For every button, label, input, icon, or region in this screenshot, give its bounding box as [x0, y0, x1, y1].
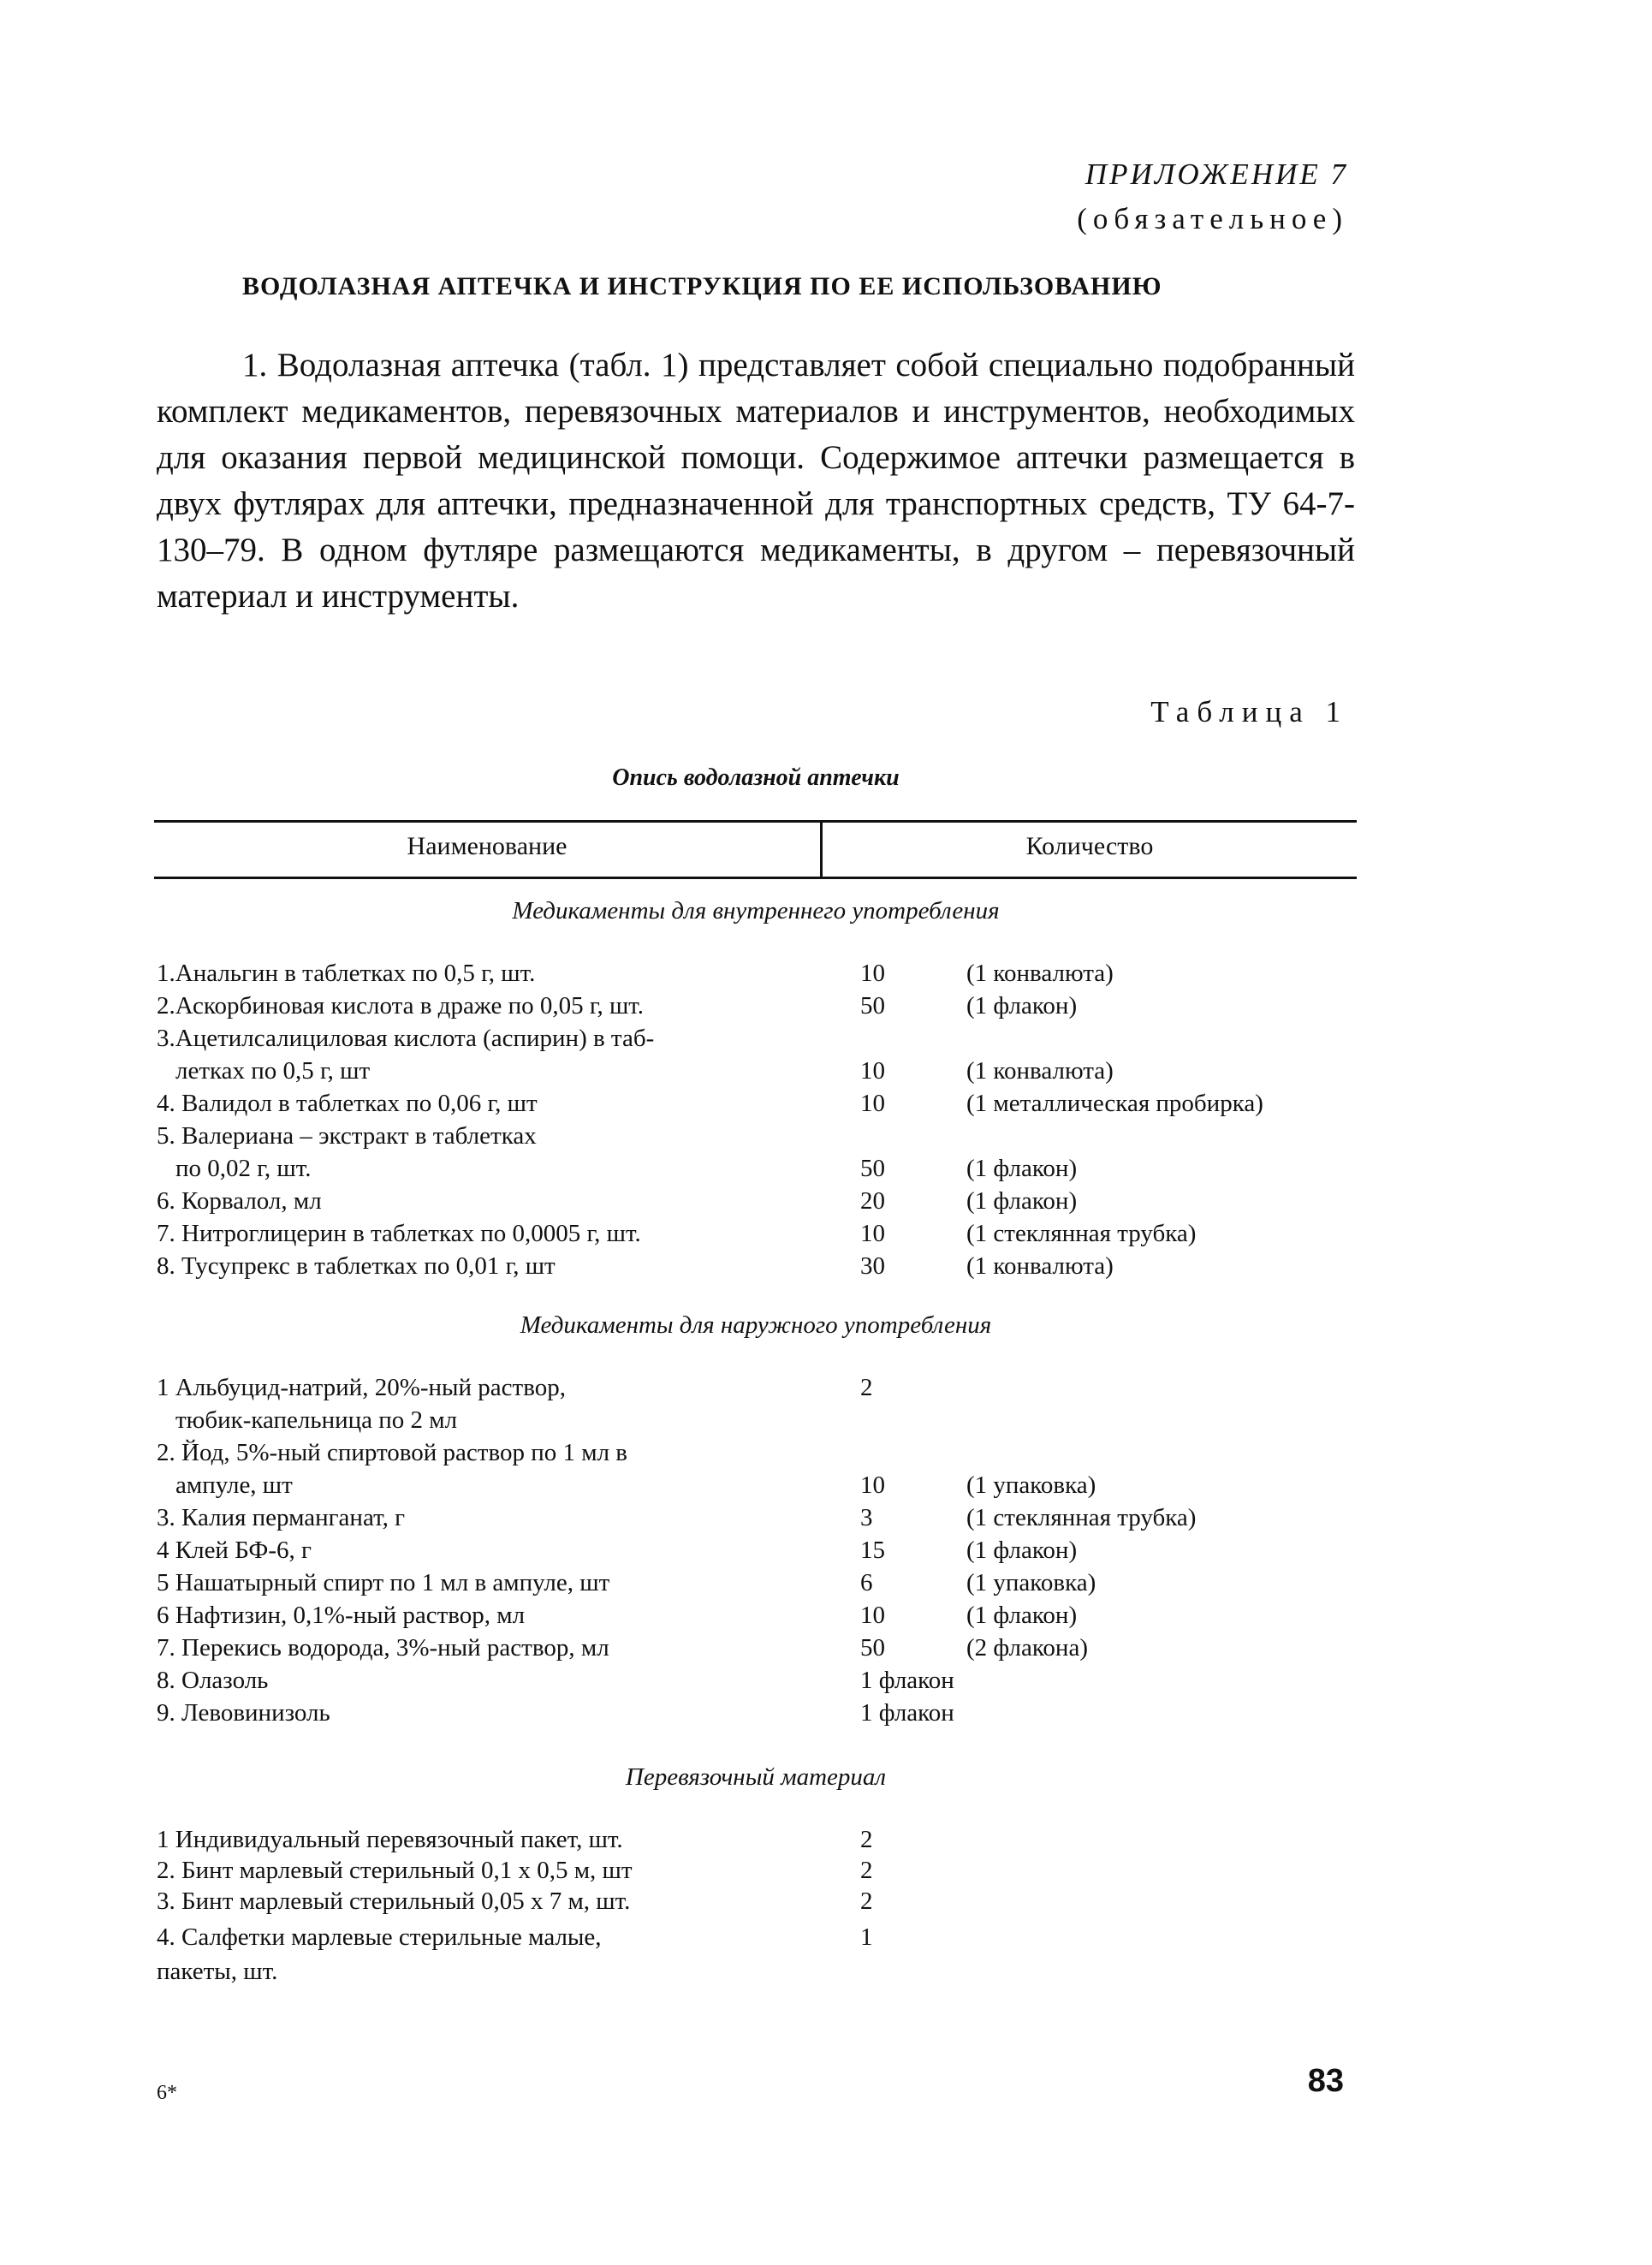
item-name: 5 Нашатырный спирт по 1 мл в ампуле, шт	[157, 1569, 610, 1596]
item-name: 5. Валериана – экстракт в таблетках	[157, 1122, 537, 1150]
item-name: 4. Валидол в таблетках по 0,06 г, шт	[157, 1090, 538, 1117]
item-package: (1 конвалюта)	[966, 960, 1114, 987]
item-package: (1 упаковка)	[966, 1569, 1096, 1596]
table-row	[157, 1599, 1355, 1632]
appendix-label	[1077, 152, 1348, 241]
item-quantity: 1	[860, 1923, 873, 1951]
item-package: (2 флакона)	[966, 1634, 1088, 1662]
item-name: летках по 0,5 г, шт	[175, 1057, 371, 1085]
section-title-external: Медикаменты для наружного употребления	[520, 1311, 992, 1339]
item-package: (1 флакон)	[966, 1187, 1078, 1215]
item-name: 4 Клей БФ-6, г	[157, 1537, 312, 1564]
item-name: тюбик-капельница по 2 мл	[175, 1406, 458, 1434]
table-row	[157, 1501, 1355, 1534]
page-number: 83	[1307, 2063, 1344, 2099]
item-quantity: 2	[860, 1857, 873, 1884]
table-title: Опись водолазной аптечки	[612, 764, 900, 791]
item-quantity: 10	[860, 960, 885, 987]
item-quantity: 2	[860, 1888, 873, 1915]
item-name: пакеты, шт.	[157, 1958, 278, 1985]
table-row	[157, 1469, 1355, 1501]
printer-signature: 6*	[157, 2082, 177, 2104]
table-row	[157, 1022, 1355, 1055]
table-row	[157, 1632, 1355, 1664]
item-quantity: 2	[860, 1826, 873, 1853]
item-name: 4. Салфетки марлевые стерильные малые,	[157, 1923, 602, 1951]
table-row	[157, 957, 1355, 990]
item-name: 1 Альбуцид-натрий, 20%-ный раствор,	[157, 1374, 566, 1401]
item-quantity: 20	[860, 1187, 885, 1215]
item-name: 3. Бинт марлевый стерильный 0,05 х 7 м, шт.	[157, 1888, 631, 1915]
item-name: 7. Нитроглицерин в таблетках по 0,0005 г, шт.	[157, 1220, 641, 1247]
item-name: 1 Индивидуальный перевязочный пакет, шт.	[157, 1826, 623, 1853]
appendix-title: ПРИЛОЖЕНИЕ 7	[1084, 158, 1348, 191]
item-quantity: 10	[860, 1220, 885, 1247]
table-row	[157, 1120, 1355, 1152]
table-row	[157, 1921, 1355, 1953]
item-name: 8. Олазоль	[157, 1667, 269, 1694]
column-header-quantity: Количество	[1025, 832, 1154, 860]
item-quantity: 3	[860, 1504, 873, 1531]
item-name: 3. Калия перманганат, г	[157, 1504, 405, 1531]
column-header-name: Наименование	[407, 832, 568, 860]
table-row	[157, 1404, 1355, 1436]
table-header-rule	[154, 877, 1357, 879]
section-heading: ВОДОЛАЗНАЯ АПТЕЧКА И ИНСТРУКЦИЯ ПО ЕЕ ИСПОЛЬЗОВАНИЮ	[242, 272, 1162, 300]
table-row	[157, 1250, 1355, 1282]
table-caption: Таблица 1	[1150, 695, 1348, 728]
item-name: 2.Аскорбиновая кислота в драже по 0,05 г, шт.	[157, 992, 645, 1020]
item-quantity: 2	[860, 1374, 873, 1401]
item-name: 7. Перекись водорода, 3%-ный раствор, мл	[157, 1634, 609, 1662]
item-quantity: 10	[860, 1471, 885, 1499]
table-row	[157, 1823, 1355, 1856]
item-name: 9. Левовинизоль	[157, 1699, 330, 1727]
table-row	[157, 1566, 1355, 1599]
table-row	[157, 1371, 1355, 1404]
item-package: (1 конвалюта)	[966, 1252, 1114, 1280]
item-name: по 0,02 г, шт.	[175, 1155, 312, 1182]
table-row	[157, 1697, 1355, 1729]
table-row	[157, 1664, 1355, 1697]
item-name: 8. Тусупрекс в таблетках по 0,01 г, шт	[157, 1252, 556, 1280]
item-package: (1 флакон)	[966, 1537, 1078, 1564]
item-quantity: 1 флакон	[860, 1667, 954, 1694]
table-row	[157, 1185, 1355, 1217]
item-quantity: 50	[860, 1634, 885, 1662]
intro-paragraph: 1. Водолазная аптечка (табл. 1) представляет собой специально подобранный комплект медикаментов, перевязочных материалов и инструментов, необходимых для оказания первой медицинской помощи. Содержимое аптечки размещается в двух футлярах для аптечки, предназначенной для транспортных средств, ТУ 64-7-130–79. В одном футляре размещаются медикаменты, в другом – перевязочный материал и инструменты.	[157, 347, 1355, 615]
item-quantity: 15	[860, 1537, 885, 1564]
table-row	[157, 1055, 1355, 1087]
item-package: (1 металлическая пробирка)	[966, 1090, 1263, 1117]
table-row	[157, 990, 1355, 1022]
item-quantity: 10	[860, 1602, 885, 1629]
table-row	[157, 1217, 1355, 1250]
table-row	[157, 1152, 1355, 1185]
item-package: (1 конвалюта)	[966, 1057, 1114, 1085]
item-package: (1 флакон)	[966, 1155, 1078, 1182]
item-name: 6 Нафтизин, 0,1%-ный раствор, мл	[157, 1602, 526, 1629]
table-row	[157, 1854, 1355, 1887]
item-quantity: 50	[860, 1155, 885, 1182]
item-package: (1 стеклянная трубка)	[966, 1220, 1197, 1247]
item-quantity: 10	[860, 1057, 885, 1085]
item-name: 3.Ацетилсалициловая кислота (аспирин) в таб-	[157, 1025, 655, 1052]
item-quantity: 30	[860, 1252, 885, 1280]
item-package: (1 флакон)	[966, 1602, 1078, 1629]
table-row	[157, 1955, 1355, 1988]
table-row	[157, 1534, 1355, 1566]
item-quantity: 10	[860, 1090, 885, 1117]
item-package: (1 упаковка)	[966, 1471, 1096, 1499]
item-package: (1 стеклянная трубка)	[966, 1504, 1197, 1531]
table-row	[157, 1087, 1355, 1120]
item-quantity: 1 флакон	[860, 1699, 954, 1727]
item-quantity: 50	[860, 992, 885, 1020]
table-row	[157, 1885, 1355, 1917]
item-package: (1 флакон)	[966, 992, 1078, 1020]
section-title-internal: Медикаменты для внутреннего употребления	[512, 897, 1000, 924]
section-title-dressing: Перевязочный материал	[625, 1763, 887, 1791]
item-name: ампуле, шт	[175, 1471, 293, 1499]
item-quantity: 6	[860, 1569, 873, 1596]
table-top-rule	[154, 820, 1357, 823]
item-name: 2. Бинт марлевый стерильный 0,1 х 0,5 м, шт	[157, 1857, 633, 1884]
item-name: 6. Корвалол, мл	[157, 1187, 322, 1215]
item-name: 2. Йод, 5%-ный спиртовой раствор по 1 мл в	[157, 1439, 627, 1466]
appendix-subtitle: (обязательное)	[1077, 202, 1348, 235]
table-row	[157, 1436, 1355, 1469]
item-name: 1.Анальгин в таблетках по 0,5 г, шт.	[157, 960, 536, 987]
